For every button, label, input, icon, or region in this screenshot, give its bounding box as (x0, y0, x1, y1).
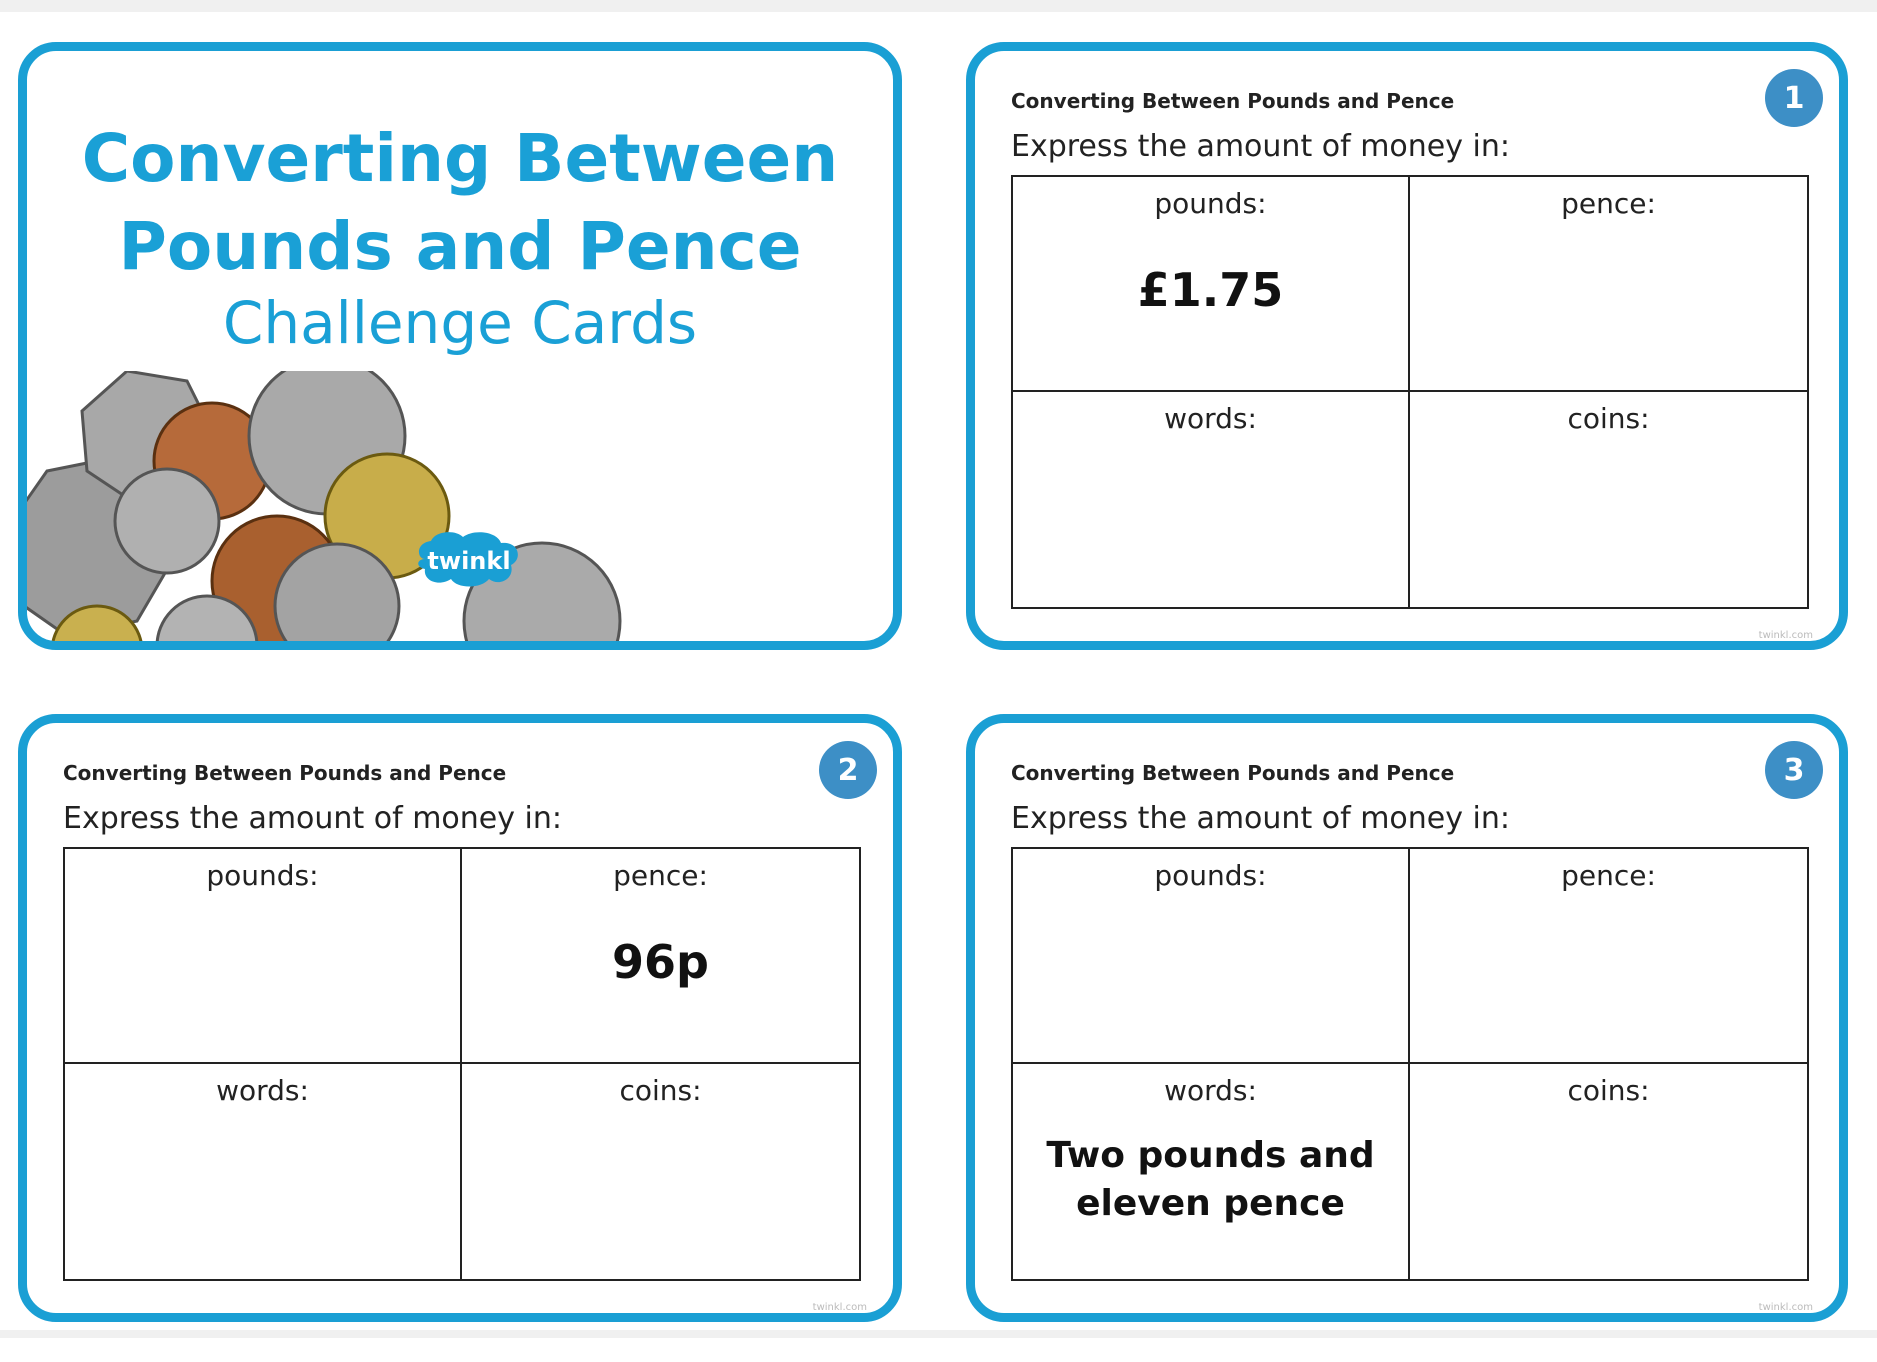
words-label: words: (216, 1074, 309, 1107)
card-number-badge: 3 (1765, 741, 1823, 799)
coins-label: coins: (619, 1074, 702, 1107)
coins-label: coins: (1567, 1074, 1650, 1107)
twinkl-logo-text: twinkl (427, 547, 511, 575)
coins-label: coins: (1567, 402, 1650, 435)
pounds-cell (65, 849, 462, 1064)
pence-label: pence: (613, 859, 708, 892)
card-instruction: Express the amount of money in: (63, 801, 562, 836)
title-line-2: Pounds and Pence (118, 208, 802, 285)
card-instruction: Express the amount of money in: (1011, 801, 1510, 836)
silver-coin-bottom (275, 544, 399, 650)
coins-cell (1410, 392, 1807, 607)
card-heading: Converting Between Pounds and Pence (1011, 761, 1455, 785)
words-label: words: (1164, 1074, 1257, 1107)
challenge-card-2 (18, 714, 902, 1322)
pounds-cell (1013, 849, 1410, 1064)
card-number-badge: 1 (1765, 69, 1823, 127)
pence-label: pence: (1561, 187, 1656, 220)
pounds-label: pounds: (206, 859, 319, 892)
bottom-margin (0, 1338, 1877, 1362)
card-number-badge: 2 (819, 741, 877, 799)
pence-cell (462, 849, 859, 1064)
title-card (18, 42, 902, 650)
title-line-1: Converting Between (81, 120, 839, 197)
answer-grid (1011, 175, 1809, 609)
pounds-value: £1.75 (1137, 263, 1284, 317)
card-footer: twinkl.com (1758, 630, 1813, 641)
coins-cell (1410, 1064, 1807, 1279)
twinkl-logo (411, 529, 527, 591)
five-pence-coin (115, 469, 219, 573)
subtitle: Challenge Cards (222, 289, 698, 357)
card-heading: Converting Between Pounds and Pence (63, 761, 507, 785)
answer-grid (63, 847, 861, 1281)
card-footer: twinkl.com (812, 1302, 867, 1313)
pence-cell (1410, 849, 1807, 1064)
words-label: words: (1164, 402, 1257, 435)
pounds-label: pounds: (1154, 187, 1267, 220)
card-heading: Converting Between Pounds and Pence (1011, 89, 1455, 113)
pence-label: pence: (1561, 859, 1656, 892)
card-instruction: Express the amount of money in: (1011, 129, 1510, 164)
words-cell (1013, 392, 1410, 607)
pence-value: 96p (612, 935, 709, 989)
coins-cell (462, 1064, 859, 1279)
answer-grid (1011, 847, 1809, 1281)
words-value: Two pounds and eleven pence (1046, 1135, 1375, 1224)
challenge-card-1 (966, 42, 1848, 650)
pounds-cell (1013, 177, 1410, 392)
coins-illustration (27, 371, 727, 650)
main-title (27, 115, 893, 291)
card-footer: twinkl.com (1758, 1302, 1813, 1313)
worksheet-page (0, 12, 1877, 1330)
challenge-card-3 (966, 714, 1848, 1322)
words-cell (1013, 1064, 1410, 1279)
pence-cell (1410, 177, 1807, 392)
pounds-label: pounds: (1154, 859, 1267, 892)
words-cell (65, 1064, 462, 1279)
